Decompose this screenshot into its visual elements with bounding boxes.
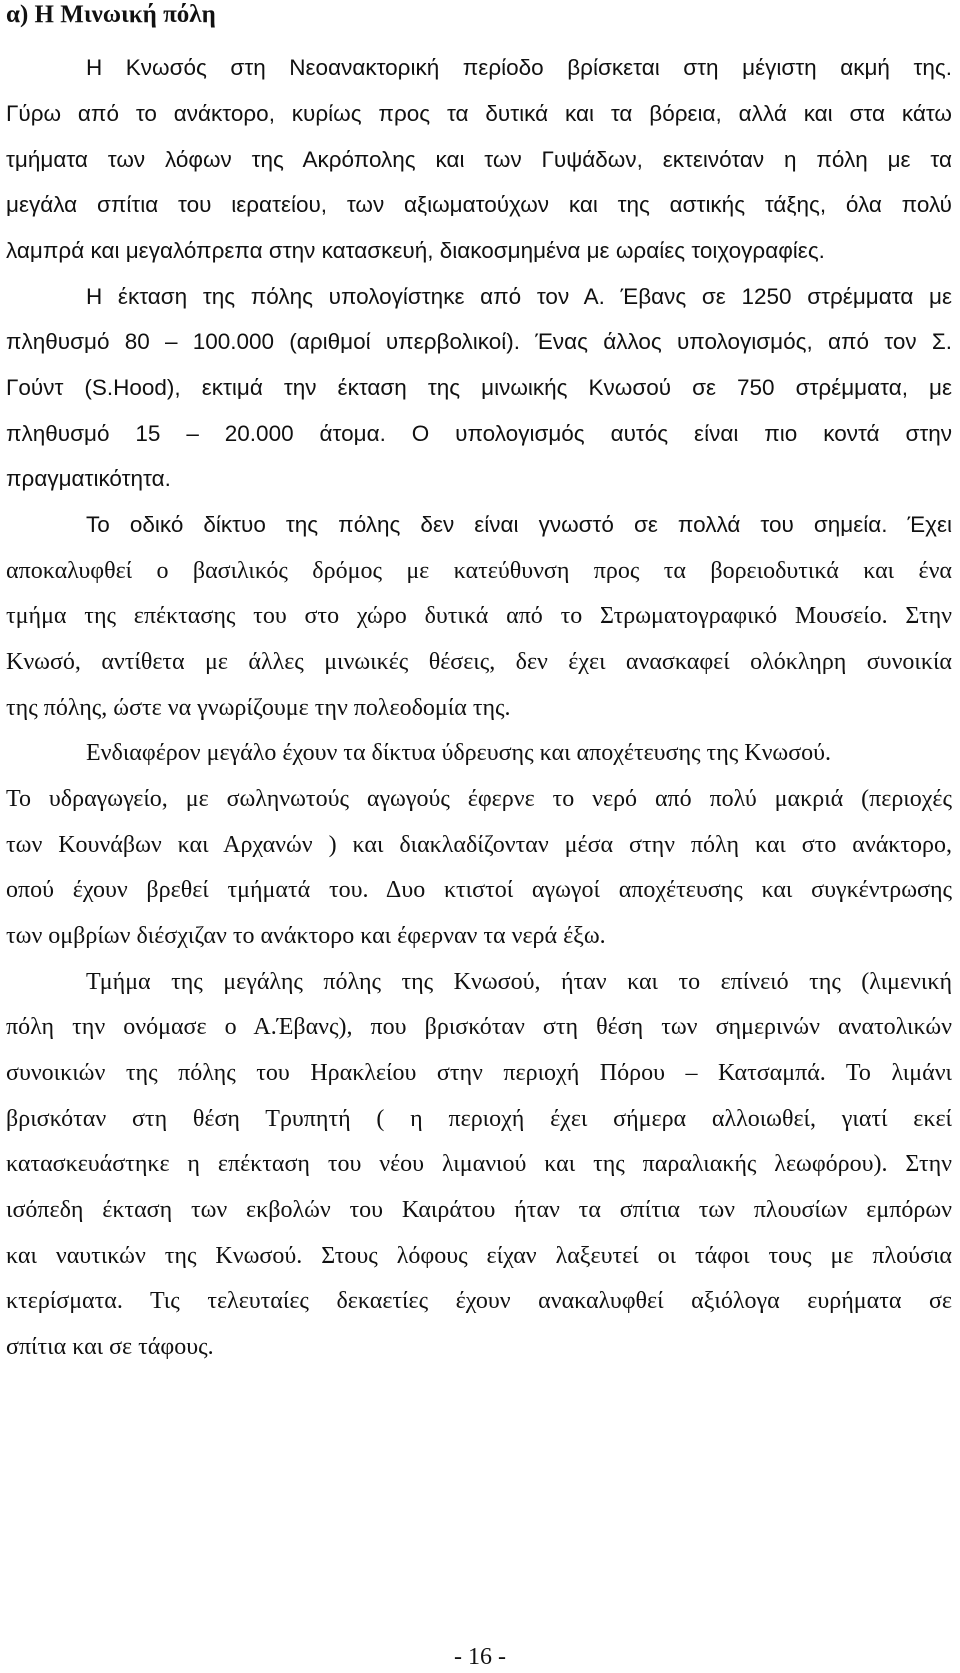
text-line: κατασκευάστηκε η επέκταση του νέου λιμανιού και της παραλιακής λεωφόρου). Στην: [6, 1151, 952, 1177]
text-line: των ομβρίων διέσχιζαν το ανάκτορο και έφερναν τα νερά έξω.: [6, 923, 606, 949]
text-line: της πόλης, ώστε να γνωρίζουμε την πολεοδομία της.: [6, 695, 511, 721]
text-line: Γύρω από το ανάκτορο, κυρίως προς τα δυτικά και τα βόρεια, αλλά και στα κάτω: [6, 101, 952, 126]
text-line: πληθυσμό 80 – 100.000 (αριθμοί υπερβολικοί). Ένας άλλος υπολογισμός, από τον Σ.: [6, 329, 952, 354]
text-line: και ναυτικών της Κνωσού. Στους λόφους είχαν λαξευτεί οι τάφοι τους με πλούσια: [6, 1243, 952, 1269]
text-line: Γούντ (S.Hood), εκτιμά την έκταση της μινωικής Κνωσού σε 750 στρέμματα, με: [6, 375, 952, 400]
text-line: σπίτια και σε τάφους.: [6, 1334, 214, 1360]
text-line: Το οδικό δίκτυο της πόλης δεν είναι γνωστό σε πολλά του σημεία. Έχει: [86, 512, 952, 537]
text-line: λαμπρά και μεγαλόπρεπα στην κατασκευή, διακοσμημένα με ωραίες τοιχογραφίες.: [6, 238, 825, 263]
text-line: Το υδραγωγείο, με σωληνωτούς αγωγούς έφερνε το νερό από πολύ μακριά (περιοχές: [6, 786, 952, 812]
text-line: πραγματικότητα.: [6, 466, 171, 491]
text-line: τμήμα της επέκτασης του στο χώρο δυτικά από το Στρωματογραφικό Μουσείο. Στην: [6, 603, 952, 629]
text-line: Τμήμα της μεγάλης πόλης της Κνωσού, ήταν και το επίνειό της (λιμενική: [86, 969, 952, 995]
text-line: Κνωσό, αντίθετα με άλλες μινωικές θέσεις, δεν έχει ανασκαφεί ολόκληρη συνοικία: [6, 649, 952, 675]
section-heading: α) Η Μινωική πόλη: [6, 1, 216, 28]
text-line: μεγάλα σπίτια του ιερατείου, των αξιωματούχων και της αστικής τάξης, όλα πολύ: [6, 192, 952, 217]
text-line: αποκαλυφθεί ο βασιλικός δρόμος με κατεύθυνση προς τα βορειοδυτικά και ένα: [6, 558, 952, 584]
text-line: Ενδιαφέρον μεγάλο έχουν τα δίκτυα ύδρευσης και αποχέτευσης της Κνωσού.: [86, 740, 832, 766]
text-line: ισόπεδη έκταση των εκβολών του Καιράτου ήταν τα σπίτια των πλουσίων εμπόρων: [6, 1197, 952, 1223]
text-line: των Κουνάβων και Αρχανών ) και διακλαδίζονταν μέσα στην πόλη και στο ανάκτορο,: [6, 832, 952, 858]
text-line: πόλη την ονόμασε ο Α.Έβανς), που βρισκόταν στη θέση των σημερινών ανατολικών: [6, 1014, 952, 1040]
text-line: Η Κνωσός στη Νεοανακτορική περίοδο βρίσκεται στη μέγιστη ακμή της.: [86, 55, 952, 80]
text-line: οπού έχουν βρεθεί τμήματά του. Δυο κτιστοί αγωγοί αποχέτευσης και συγκέντρωσης: [6, 877, 952, 903]
page-number: - 16 -: [454, 1644, 506, 1670]
text-line: πληθυσμό 15 – 20.000 άτομα. Ο υπολογισμός αυτός είναι πιο κοντά στην: [6, 421, 952, 446]
text-line: συνοικιών της πόλης του Ηρακλείου στην περιοχή Πόρου – Κατσαμπά. Το λιμάνι: [6, 1060, 952, 1086]
text-line: βρισκόταν στη θέση Τρυπητή ( η περιοχή έχει σήμερα αλλοιωθεί, γιατί εκεί: [6, 1106, 952, 1132]
text-line: κτερίσματα. Τις τελευταίες δεκαετίες έχουν ανακαλυφθεί αξιόλογα ευρήματα σε: [6, 1288, 952, 1314]
text-line: τμήματα των λόφων της Ακρόπολης και των Γυψάδων, εκτεινόταν η πόλη με τα: [6, 147, 952, 172]
text-line: Η έκταση της πόλης υπολογίστηκε από τον Α. Έβανς σε 1250 στρέμματα με: [86, 284, 952, 309]
